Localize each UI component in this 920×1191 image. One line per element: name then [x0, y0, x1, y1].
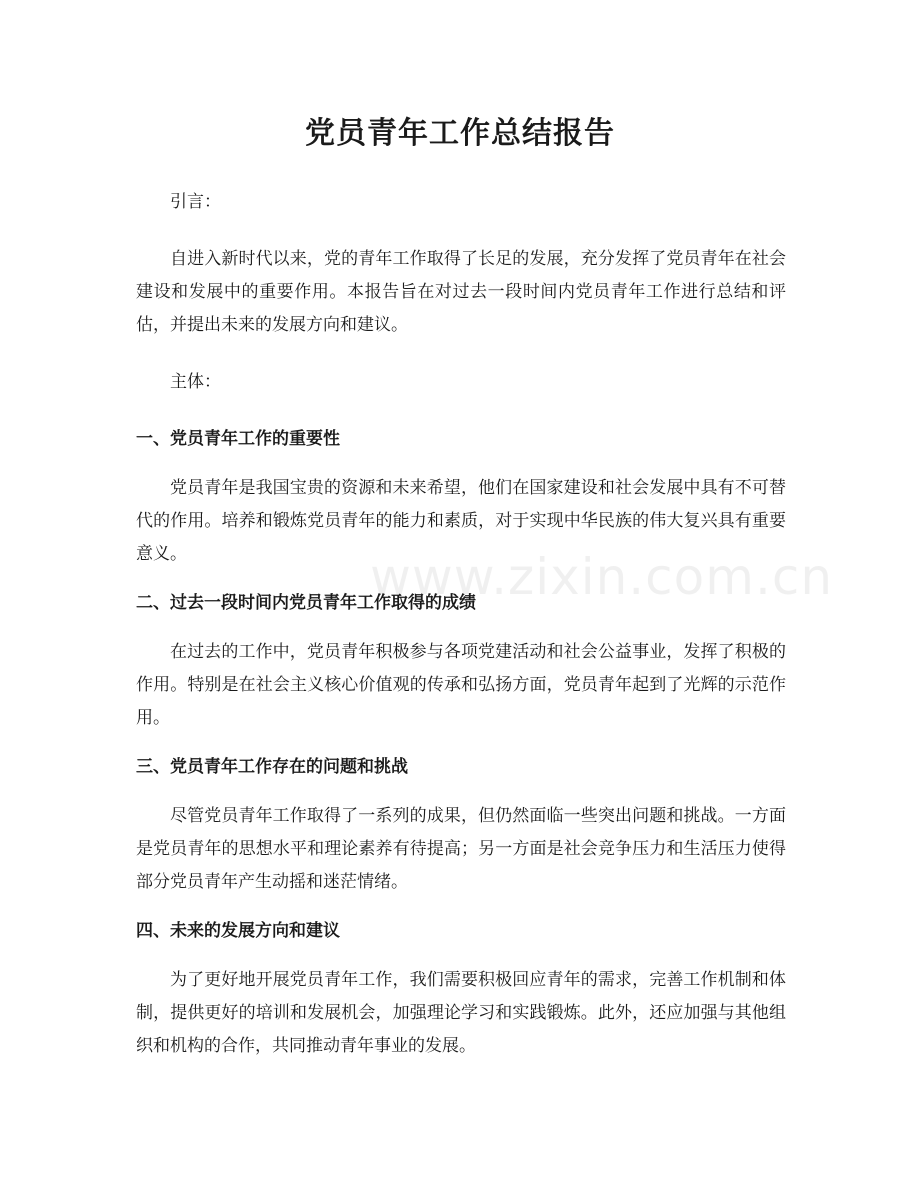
section-heading-3: 三、党员青年工作存在的问题和挑战	[136, 757, 408, 777]
body-label: 主体：	[170, 372, 221, 392]
section-heading-1: 一、党员青年工作的重要性	[136, 429, 340, 449]
intro-label: 引言：	[170, 192, 221, 212]
intro-paragraph: 自进入新时代以来，党的青年工作取得了长足的发展，充分发挥了党员青年在社会建设和发展中的重要作用。本报告旨在对过去一段时间内党员青年工作进行总结和评估，并提出未来的发展方向和建议。	[136, 249, 786, 335]
section-paragraph-4: 为了更好地开展党员青年工作，我们需要积极回应青年的需求，完善工作机制和体制，提供更好的培训和发展机会，加强理论学习和实践锻炼。此外，还应加强与其他组织和机构的合作，共同推动青年事业的发展。	[136, 970, 786, 1056]
section-heading-4: 四、未来的发展方向和建议	[136, 921, 340, 941]
section-paragraph-3: 尽管党员青年工作取得了一系列的成果，但仍然面临一些突出问题和挑战。一方面是党员青年的思想水平和理论素养有待提高；另一方面是社会竞争压力和生活压力使得部分党员青年产生动摇和迷茫情绪。	[136, 806, 786, 892]
section-paragraph-1: 党员青年是我国宝贵的资源和未来希望，他们在国家建设和社会发展中具有不可替代的作用。培养和锻炼党员青年的能力和素质，对于实现中华民族的伟大复兴具有重要意义。	[136, 478, 786, 564]
document-body	[136, 186, 786, 1063]
section-paragraph-2: 在过去的工作中，党员青年积极参与各项党建活动和社会公益事业，发挥了积极的作用。特别是在社会主义核心价值观的传承和弘扬方面，党员青年起到了光辉的示范作用。	[136, 642, 786, 728]
watermark: www.zixin.com.cn	[370, 548, 834, 606]
section-heading-2: 二、过去一段时间内党员青年工作取得的成绩	[136, 593, 476, 613]
document-title: 党员青年工作总结报告	[305, 116, 615, 151]
